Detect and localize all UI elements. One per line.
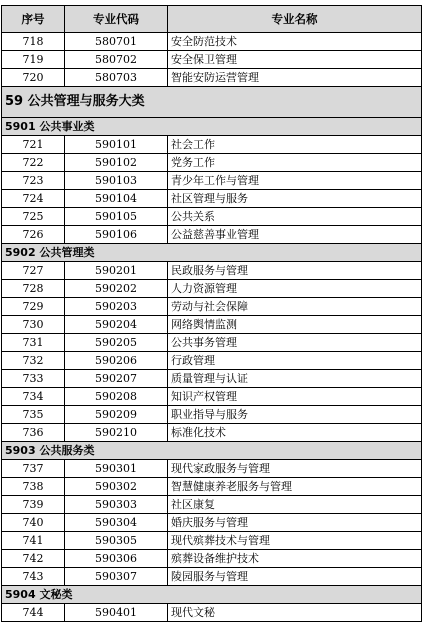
serial-number-cell: 730 bbox=[2, 316, 65, 334]
major-table bbox=[1, 5, 422, 622]
major-name-cell: 知识产权管理 bbox=[168, 388, 422, 406]
table-row bbox=[2, 532, 422, 550]
table-row bbox=[2, 69, 422, 87]
major-name-cell: 殡葬设备维护技术 bbox=[168, 550, 422, 568]
category-row bbox=[2, 87, 422, 118]
header-serial-number: 序号 bbox=[2, 6, 65, 33]
major-name-cell: 安全保卫管理 bbox=[168, 51, 422, 69]
table-row bbox=[2, 226, 422, 244]
major-name-cell: 标准化技术 bbox=[168, 424, 422, 442]
serial-number-cell: 733 bbox=[2, 370, 65, 388]
table-row bbox=[2, 550, 422, 568]
major-code-cell: 590301 bbox=[65, 460, 168, 478]
major-code-cell: 590302 bbox=[65, 478, 168, 496]
major-code-cell: 590303 bbox=[65, 496, 168, 514]
subcategory-title: 5902 公共管理类 bbox=[2, 244, 422, 262]
major-code-cell: 590105 bbox=[65, 208, 168, 226]
table-row bbox=[2, 51, 422, 69]
serial-number-cell: 743 bbox=[2, 568, 65, 586]
serial-number-cell: 720 bbox=[2, 69, 65, 87]
table-row bbox=[2, 388, 422, 406]
table-row bbox=[2, 262, 422, 280]
serial-number-cell: 726 bbox=[2, 226, 65, 244]
serial-number-cell: 722 bbox=[2, 154, 65, 172]
serial-number-cell: 728 bbox=[2, 280, 65, 298]
subcategory-title: 5904 文秘类 bbox=[2, 586, 422, 604]
table-row bbox=[2, 460, 422, 478]
serial-number-cell: 742 bbox=[2, 550, 65, 568]
table-row bbox=[2, 334, 422, 352]
major-name-cell: 党务工作 bbox=[168, 154, 422, 172]
table-row bbox=[2, 316, 422, 334]
major-name-cell: 现代家政服务与管理 bbox=[168, 460, 422, 478]
table-row bbox=[2, 370, 422, 388]
serial-number-cell: 731 bbox=[2, 334, 65, 352]
major-catalog-sheet bbox=[1, 5, 421, 622]
major-code-cell: 590104 bbox=[65, 190, 168, 208]
header-major-code: 专业代码 bbox=[65, 6, 168, 33]
header-major-name: 专业名称 bbox=[168, 6, 422, 33]
serial-number-cell: 734 bbox=[2, 388, 65, 406]
major-name-cell: 民政服务与管理 bbox=[168, 262, 422, 280]
subcategory-row bbox=[2, 586, 422, 604]
major-code-cell: 580702 bbox=[65, 51, 168, 69]
table-row bbox=[2, 478, 422, 496]
serial-number-cell: 725 bbox=[2, 208, 65, 226]
table-row bbox=[2, 280, 422, 298]
major-name-cell: 社区管理与服务 bbox=[168, 190, 422, 208]
major-code-cell: 590102 bbox=[65, 154, 168, 172]
major-name-cell: 公共事务管理 bbox=[168, 334, 422, 352]
subcategory-row bbox=[2, 442, 422, 460]
major-code-cell: 590101 bbox=[65, 136, 168, 154]
table-row bbox=[2, 298, 422, 316]
category-title: 59 公共管理与服务大类 bbox=[2, 87, 422, 118]
major-name-cell: 智能安防运营管理 bbox=[168, 69, 422, 87]
serial-number-cell: 724 bbox=[2, 190, 65, 208]
subcategory-title: 5903 公共服务类 bbox=[2, 442, 422, 460]
major-name-cell: 现代文秘 bbox=[168, 604, 422, 622]
major-code-cell: 590206 bbox=[65, 352, 168, 370]
major-code-cell: 580701 bbox=[65, 33, 168, 51]
serial-number-cell: 721 bbox=[2, 136, 65, 154]
table-row bbox=[2, 208, 422, 226]
subcategory-row bbox=[2, 118, 422, 136]
major-name-cell: 职业指导与服务 bbox=[168, 406, 422, 424]
major-name-cell: 安全防范技术 bbox=[168, 33, 422, 51]
major-code-cell: 590201 bbox=[65, 262, 168, 280]
serial-number-cell: 727 bbox=[2, 262, 65, 280]
serial-number-cell: 739 bbox=[2, 496, 65, 514]
major-code-cell: 590203 bbox=[65, 298, 168, 316]
major-code-cell: 580703 bbox=[65, 69, 168, 87]
table-row bbox=[2, 154, 422, 172]
major-code-cell: 590208 bbox=[65, 388, 168, 406]
major-name-cell: 人力资源管理 bbox=[168, 280, 422, 298]
major-name-cell: 婚庆服务与管理 bbox=[168, 514, 422, 532]
major-code-cell: 590106 bbox=[65, 226, 168, 244]
major-name-cell: 陵园服务与管理 bbox=[168, 568, 422, 586]
major-name-cell: 行政管理 bbox=[168, 352, 422, 370]
major-name-cell: 公益慈善事业管理 bbox=[168, 226, 422, 244]
table-row bbox=[2, 172, 422, 190]
table-row bbox=[2, 514, 422, 532]
serial-number-cell: 744 bbox=[2, 604, 65, 622]
serial-number-cell: 718 bbox=[2, 33, 65, 51]
major-name-cell: 青少年工作与管理 bbox=[168, 172, 422, 190]
table-row bbox=[2, 190, 422, 208]
major-code-cell: 590202 bbox=[65, 280, 168, 298]
serial-number-cell: 738 bbox=[2, 478, 65, 496]
serial-number-cell: 736 bbox=[2, 424, 65, 442]
serial-number-cell: 719 bbox=[2, 51, 65, 69]
table-row bbox=[2, 424, 422, 442]
major-code-cell: 590210 bbox=[65, 424, 168, 442]
table-row bbox=[2, 352, 422, 370]
major-name-cell: 网络舆情监测 bbox=[168, 316, 422, 334]
table-row bbox=[2, 33, 422, 51]
serial-number-cell: 723 bbox=[2, 172, 65, 190]
major-name-cell: 质量管理与认证 bbox=[168, 370, 422, 388]
subcategory-row bbox=[2, 244, 422, 262]
major-code-cell: 590401 bbox=[65, 604, 168, 622]
major-code-cell: 590305 bbox=[65, 532, 168, 550]
major-name-cell: 智慧健康养老服务与管理 bbox=[168, 478, 422, 496]
table-row bbox=[2, 136, 422, 154]
major-code-cell: 590209 bbox=[65, 406, 168, 424]
major-name-cell: 现代殡葬技术与管理 bbox=[168, 532, 422, 550]
serial-number-cell: 735 bbox=[2, 406, 65, 424]
major-name-cell: 社区康复 bbox=[168, 496, 422, 514]
major-name-cell: 社会工作 bbox=[168, 136, 422, 154]
table-row bbox=[2, 406, 422, 424]
table-body bbox=[2, 33, 422, 622]
major-code-cell: 590205 bbox=[65, 334, 168, 352]
major-code-cell: 590306 bbox=[65, 550, 168, 568]
table-row bbox=[2, 496, 422, 514]
major-code-cell: 590207 bbox=[65, 370, 168, 388]
major-name-cell: 劳动与社会保障 bbox=[168, 298, 422, 316]
table-row bbox=[2, 568, 422, 586]
serial-number-cell: 740 bbox=[2, 514, 65, 532]
serial-number-cell: 737 bbox=[2, 460, 65, 478]
header-row bbox=[2, 6, 422, 33]
serial-number-cell: 732 bbox=[2, 352, 65, 370]
major-code-cell: 590304 bbox=[65, 514, 168, 532]
major-code-cell: 590204 bbox=[65, 316, 168, 334]
serial-number-cell: 741 bbox=[2, 532, 65, 550]
subcategory-title: 5901 公共事业类 bbox=[2, 118, 422, 136]
major-code-cell: 590307 bbox=[65, 568, 168, 586]
major-name-cell: 公共关系 bbox=[168, 208, 422, 226]
major-code-cell: 590103 bbox=[65, 172, 168, 190]
table-row bbox=[2, 604, 422, 622]
serial-number-cell: 729 bbox=[2, 298, 65, 316]
